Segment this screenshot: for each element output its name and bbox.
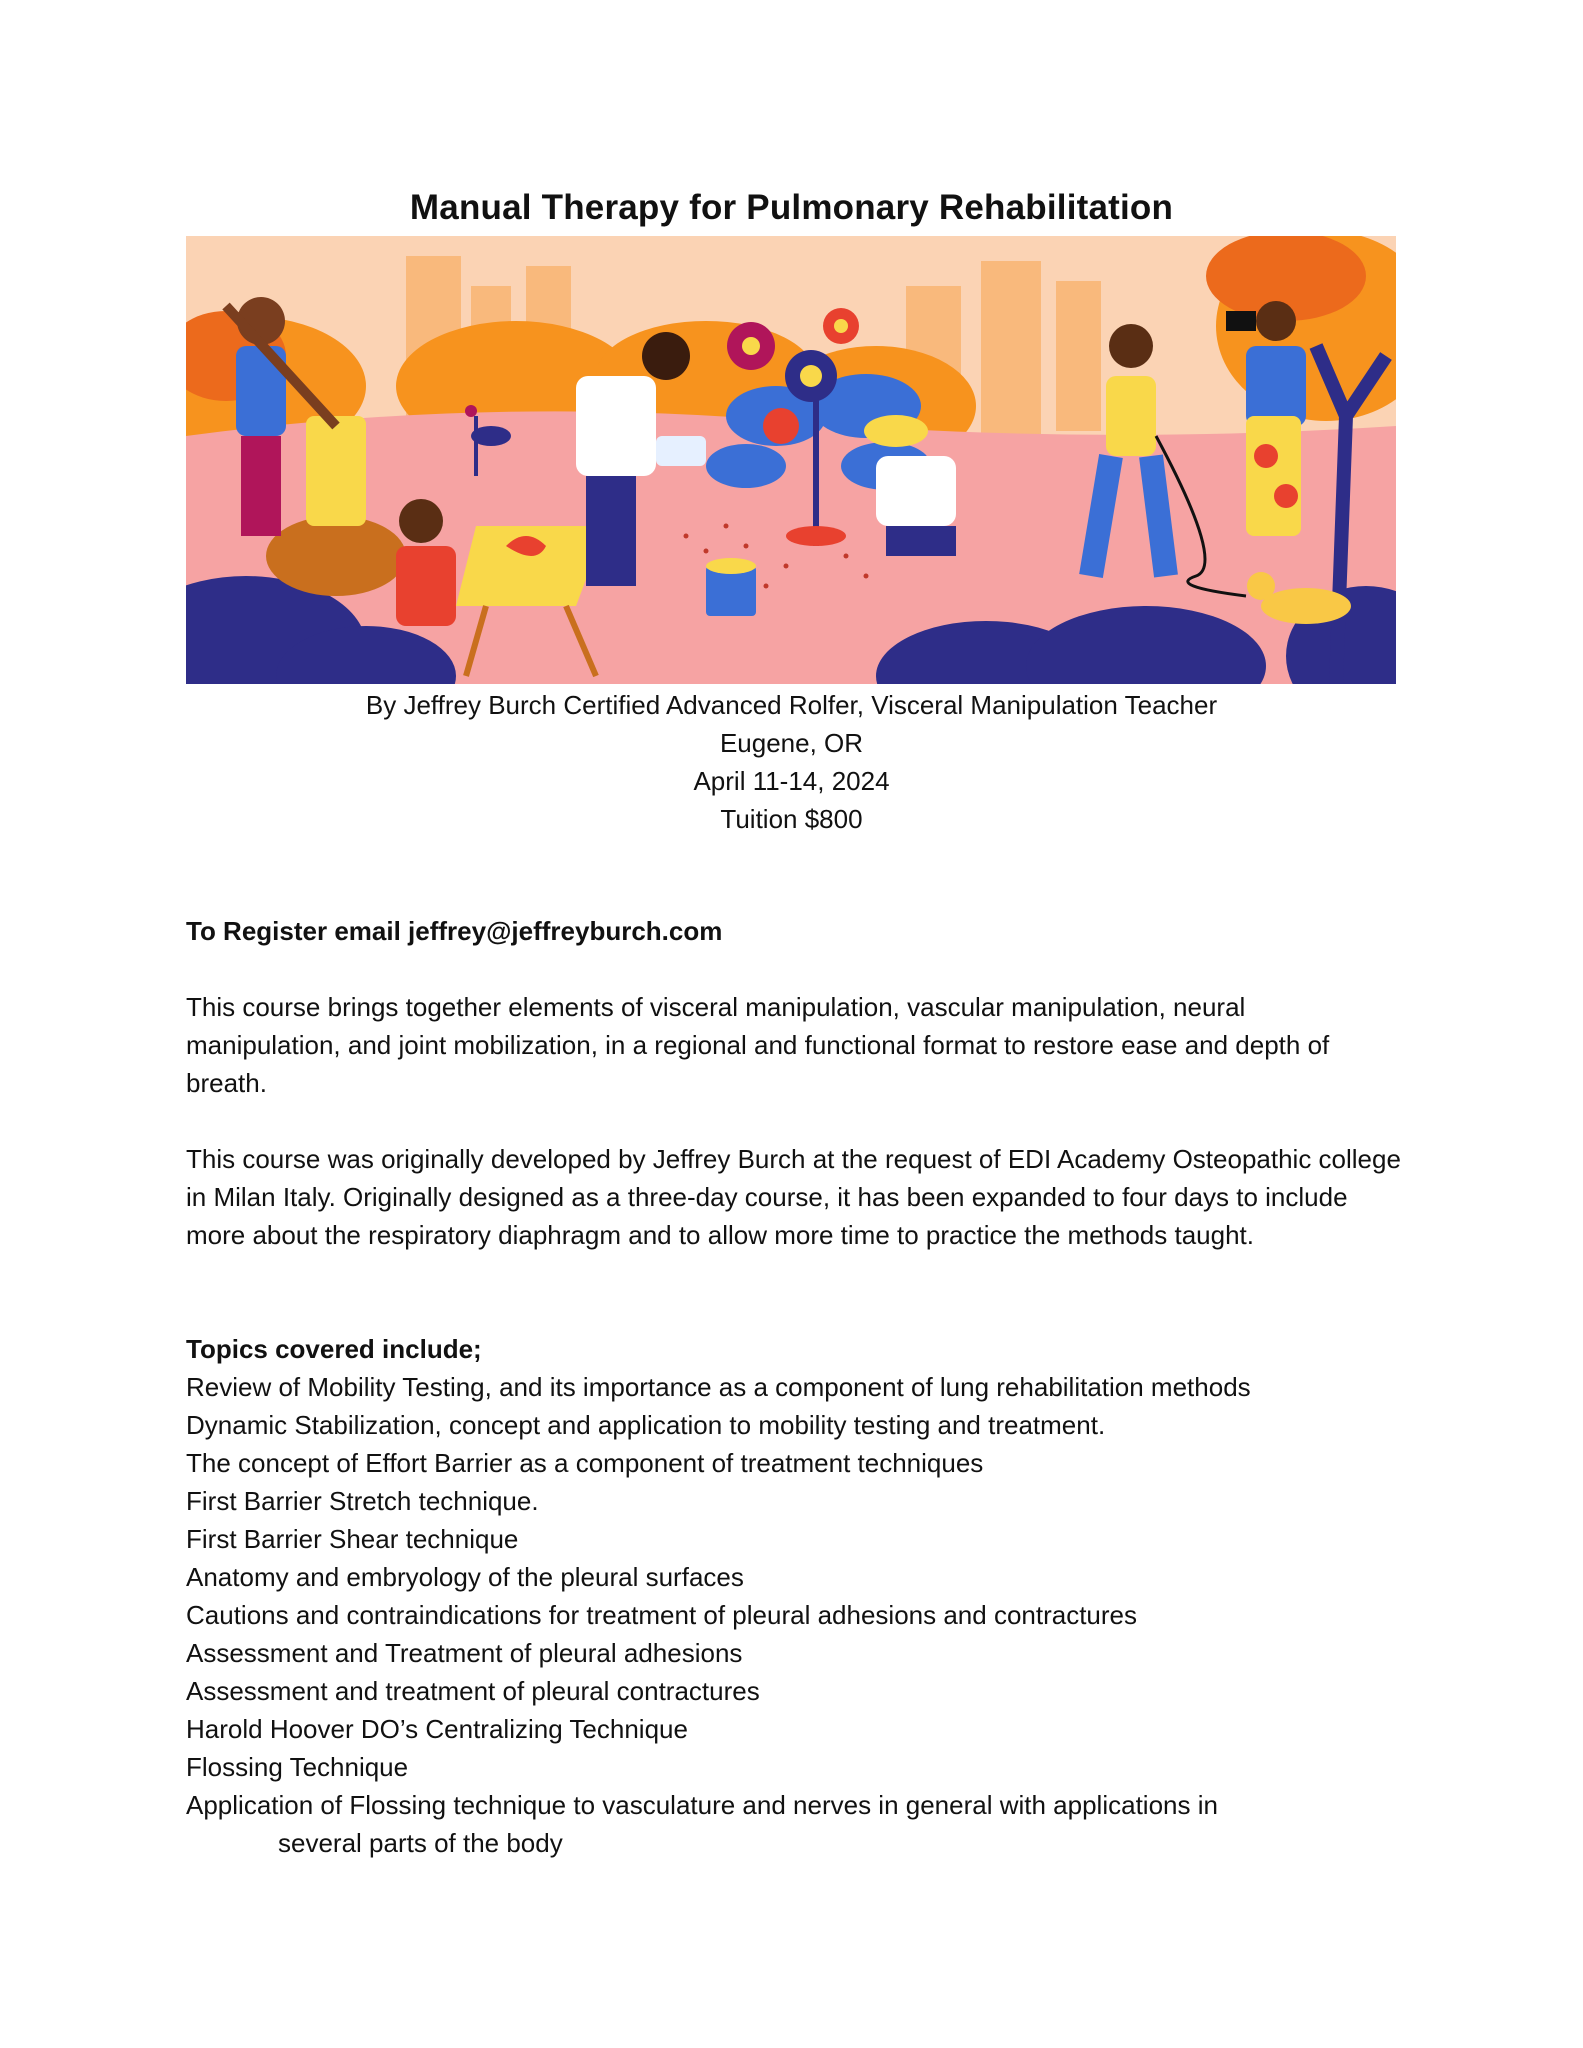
list-item: Cautions and contraindications for treatment of pleural adhesions and contractures <box>186 1600 1138 1630</box>
list-item: First Barrier Shear technique <box>186 1524 519 1554</box>
topics-list <box>186 1368 1401 1862</box>
location: Eugene, OR <box>719 728 864 758</box>
byline: By Jeffrey Burch Certified Advanced Rolfer, Visceral Manipulation Teacher <box>365 690 1218 720</box>
course-dates: April 11-14, 2024 <box>693 766 890 796</box>
list-item: The concept of Effort Barrier as a component of treatment techniques <box>186 1448 984 1478</box>
list-item: Assessment and Treatment of pleural adhesions <box>186 1638 743 1668</box>
list-item-last <box>186 1786 1401 1862</box>
list-item: Anatomy and embryology of the pleural surfaces <box>186 1562 744 1592</box>
list-item: Review of Mobility Testing, and its importance as a component of lung rehabilitation methods <box>186 1372 1251 1402</box>
list-item: Harold Hoover DO’s Centralizing Technique <box>186 1714 688 1744</box>
course-details <box>0 686 1583 838</box>
list-item: Flossing Technique <box>186 1752 409 1782</box>
intro-paragraph: This course brings together elements of visceral manipulation, vascular manipulation, neural manipulation, and joint mobilization, in a regional and functional format to restore ease and depth of breath. <box>186 992 1330 1098</box>
topics-heading: Topics covered include; <box>186 1334 482 1364</box>
list-item-continuation: several parts of the body <box>278 1828 563 1858</box>
list-item: Dynamic Stabilization, concept and application to mobility testing and treatment. <box>186 1410 1106 1440</box>
list-item-text: Application of Flossing technique to vasculature and nerves in general with applications in <box>186 1790 1218 1820</box>
register-line: To Register email jeffrey@jeffreyburch.com <box>186 916 723 946</box>
history-paragraph: This course was originally developed by Jeffrey Burch at the request of EDI Academy Osteopathic college in Milan Italy. Originally designed as a three-day course, it has been expanded to four days to include more about the respiratory diaphragm and to allow more time to practice the methods taught. <box>186 1144 1401 1250</box>
tuition: Tuition $800 <box>720 804 863 834</box>
page-title: Manual Therapy for Pulmonary Rehabilitation <box>409 188 1174 227</box>
list-item: Assessment and treatment of pleural contractures <box>186 1676 760 1706</box>
list-item: First Barrier Stretch technique. <box>186 1486 539 1516</box>
banner-illustration <box>186 236 1396 684</box>
